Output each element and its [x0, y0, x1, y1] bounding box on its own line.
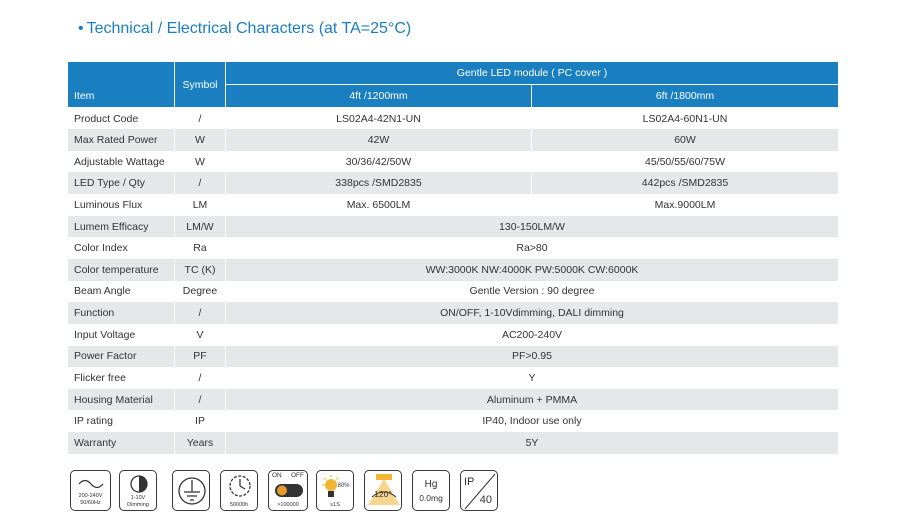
- instant-start-icon: [316, 470, 354, 511]
- mercury-top: Hg: [424, 479, 438, 490]
- table-row: [68, 324, 839, 346]
- row-value-6ft: 442pcs /SMD2835: [532, 172, 839, 194]
- header-group: Gentle LED module ( PC cover ): [226, 62, 839, 85]
- row-symbol: V: [175, 324, 226, 346]
- row-value: AC200-240V: [226, 324, 839, 346]
- header-col-4ft: 4ft /1200mm: [226, 85, 532, 108]
- dimming-icon: [119, 470, 157, 511]
- switch-caption: >100000: [277, 502, 299, 508]
- row-value: PF>0.95: [226, 346, 839, 368]
- dimming-line1: 1-10V: [130, 495, 146, 501]
- table-row: [68, 410, 839, 432]
- row-item: LED Type / Qty: [68, 172, 175, 194]
- startup-caption: ≤1S: [330, 502, 340, 508]
- ip-rating-icon: [460, 470, 498, 511]
- row-value: 5Y: [226, 432, 839, 454]
- row-symbol: IP: [175, 410, 226, 432]
- row-item: Function: [68, 302, 175, 324]
- row-value-4ft: 338pcs /SMD2835: [226, 172, 532, 194]
- row-item: IP rating: [68, 410, 175, 432]
- section-heading: [78, 20, 411, 38]
- table-row: [68, 302, 839, 324]
- row-item: Lumem Efficacy: [68, 216, 175, 238]
- row-value-4ft: 42W: [226, 129, 532, 151]
- row-value-6ft: LS02A4-60N1-UN: [532, 108, 839, 130]
- beam-angle-icon: [364, 470, 402, 511]
- lifetime-clock-icon: [220, 470, 258, 511]
- row-value: Aluminum + PMMA: [226, 389, 839, 411]
- header-col-6ft: 6ft /1800mm: [532, 85, 839, 108]
- row-value-4ft: Max. 6500LM: [226, 194, 532, 216]
- beam-angle-label: 120°: [374, 489, 392, 499]
- row-item: Warranty: [68, 432, 175, 454]
- row-symbol: Years: [175, 432, 226, 454]
- row-symbol: /: [175, 367, 226, 389]
- startup-percent: 80%: [337, 483, 350, 489]
- table-row: [68, 194, 839, 216]
- table-row: [68, 129, 839, 151]
- row-symbol: LM: [175, 194, 226, 216]
- row-item: Product Code: [68, 108, 175, 130]
- table-row: [68, 389, 839, 411]
- row-symbol: /: [175, 389, 226, 411]
- row-value: Gentle Version : 90 degree: [226, 281, 839, 303]
- row-value: 130-150LM/W: [226, 216, 839, 238]
- ip-top: IP: [464, 476, 475, 488]
- row-symbol: /: [175, 172, 226, 194]
- row-symbol: W: [175, 151, 226, 173]
- row-value: IP40, Indoor use only: [226, 410, 839, 432]
- row-symbol: /: [175, 108, 226, 130]
- spec-table: [67, 61, 839, 454]
- row-value: WW:3000K NW:4000K PW:5000K CW:6000K: [226, 259, 839, 281]
- mercury-free-icon: [412, 470, 450, 511]
- row-value-6ft: 45/50/55/60/75W: [532, 151, 839, 173]
- heading-bullet: •: [78, 20, 84, 37]
- ac-voltage-icon: [70, 470, 111, 511]
- table-row: [68, 151, 839, 173]
- mercury-bottom: 0.0mg: [419, 493, 443, 503]
- voltage-line1: 200-240V: [78, 493, 103, 499]
- lifetime-caption: 50000h: [229, 502, 249, 508]
- table-row: [68, 367, 839, 389]
- row-symbol: /: [175, 302, 226, 324]
- row-value-6ft: 60W: [532, 129, 839, 151]
- row-item: Housing Material: [68, 389, 175, 411]
- row-item: Power Factor: [68, 346, 175, 368]
- row-symbol: W: [175, 129, 226, 151]
- switch-off-label: OFF: [291, 472, 304, 479]
- table-row: [68, 237, 839, 259]
- voltage-line2: 50/60Hz: [80, 500, 101, 506]
- row-item: Color temperature: [68, 259, 175, 281]
- row-item: Adjustable Wattage: [68, 151, 175, 173]
- row-item: Flicker free: [68, 367, 175, 389]
- row-item: Color Index: [68, 237, 175, 259]
- row-value: Ra>80: [226, 237, 839, 259]
- header-symbol: Symbol: [175, 62, 226, 108]
- header-item: Item: [68, 62, 175, 108]
- ip-bottom: 40: [479, 494, 492, 506]
- dimming-line2: Dimming: [127, 502, 149, 508]
- row-item: Luminous Flux: [68, 194, 175, 216]
- table-row: [68, 346, 839, 368]
- table-row: [68, 216, 839, 238]
- table-row: [68, 259, 839, 281]
- row-item: Input Voltage: [68, 324, 175, 346]
- table-row: [68, 108, 839, 130]
- row-item: Max Rated Power: [68, 129, 175, 151]
- row-symbol: TC (K): [175, 259, 226, 281]
- row-item: Beam Angle: [68, 281, 175, 303]
- table-row: [68, 172, 839, 194]
- row-value: Y: [226, 367, 839, 389]
- switch-cycles-icon: [268, 470, 308, 511]
- row-symbol: Ra: [175, 237, 226, 259]
- row-value-4ft: 30/36/42/50W: [226, 151, 532, 173]
- switch-on-label: ON: [272, 472, 282, 479]
- heading-text: Technical / Electrical Characters (at TA=25°C): [86, 20, 412, 37]
- ground-icon: [172, 470, 210, 511]
- row-value-4ft: LS02A4-42N1-UN: [226, 108, 532, 130]
- table-row: [68, 432, 839, 454]
- row-symbol: Degree: [175, 281, 226, 303]
- row-symbol: LM/W: [175, 216, 226, 238]
- table-row: [68, 281, 839, 303]
- row-value: ON/OFF, 1-10Vdimming, DALI dimming: [226, 302, 839, 324]
- row-symbol: PF: [175, 346, 226, 368]
- row-value-6ft: Max.9000LM: [532, 194, 839, 216]
